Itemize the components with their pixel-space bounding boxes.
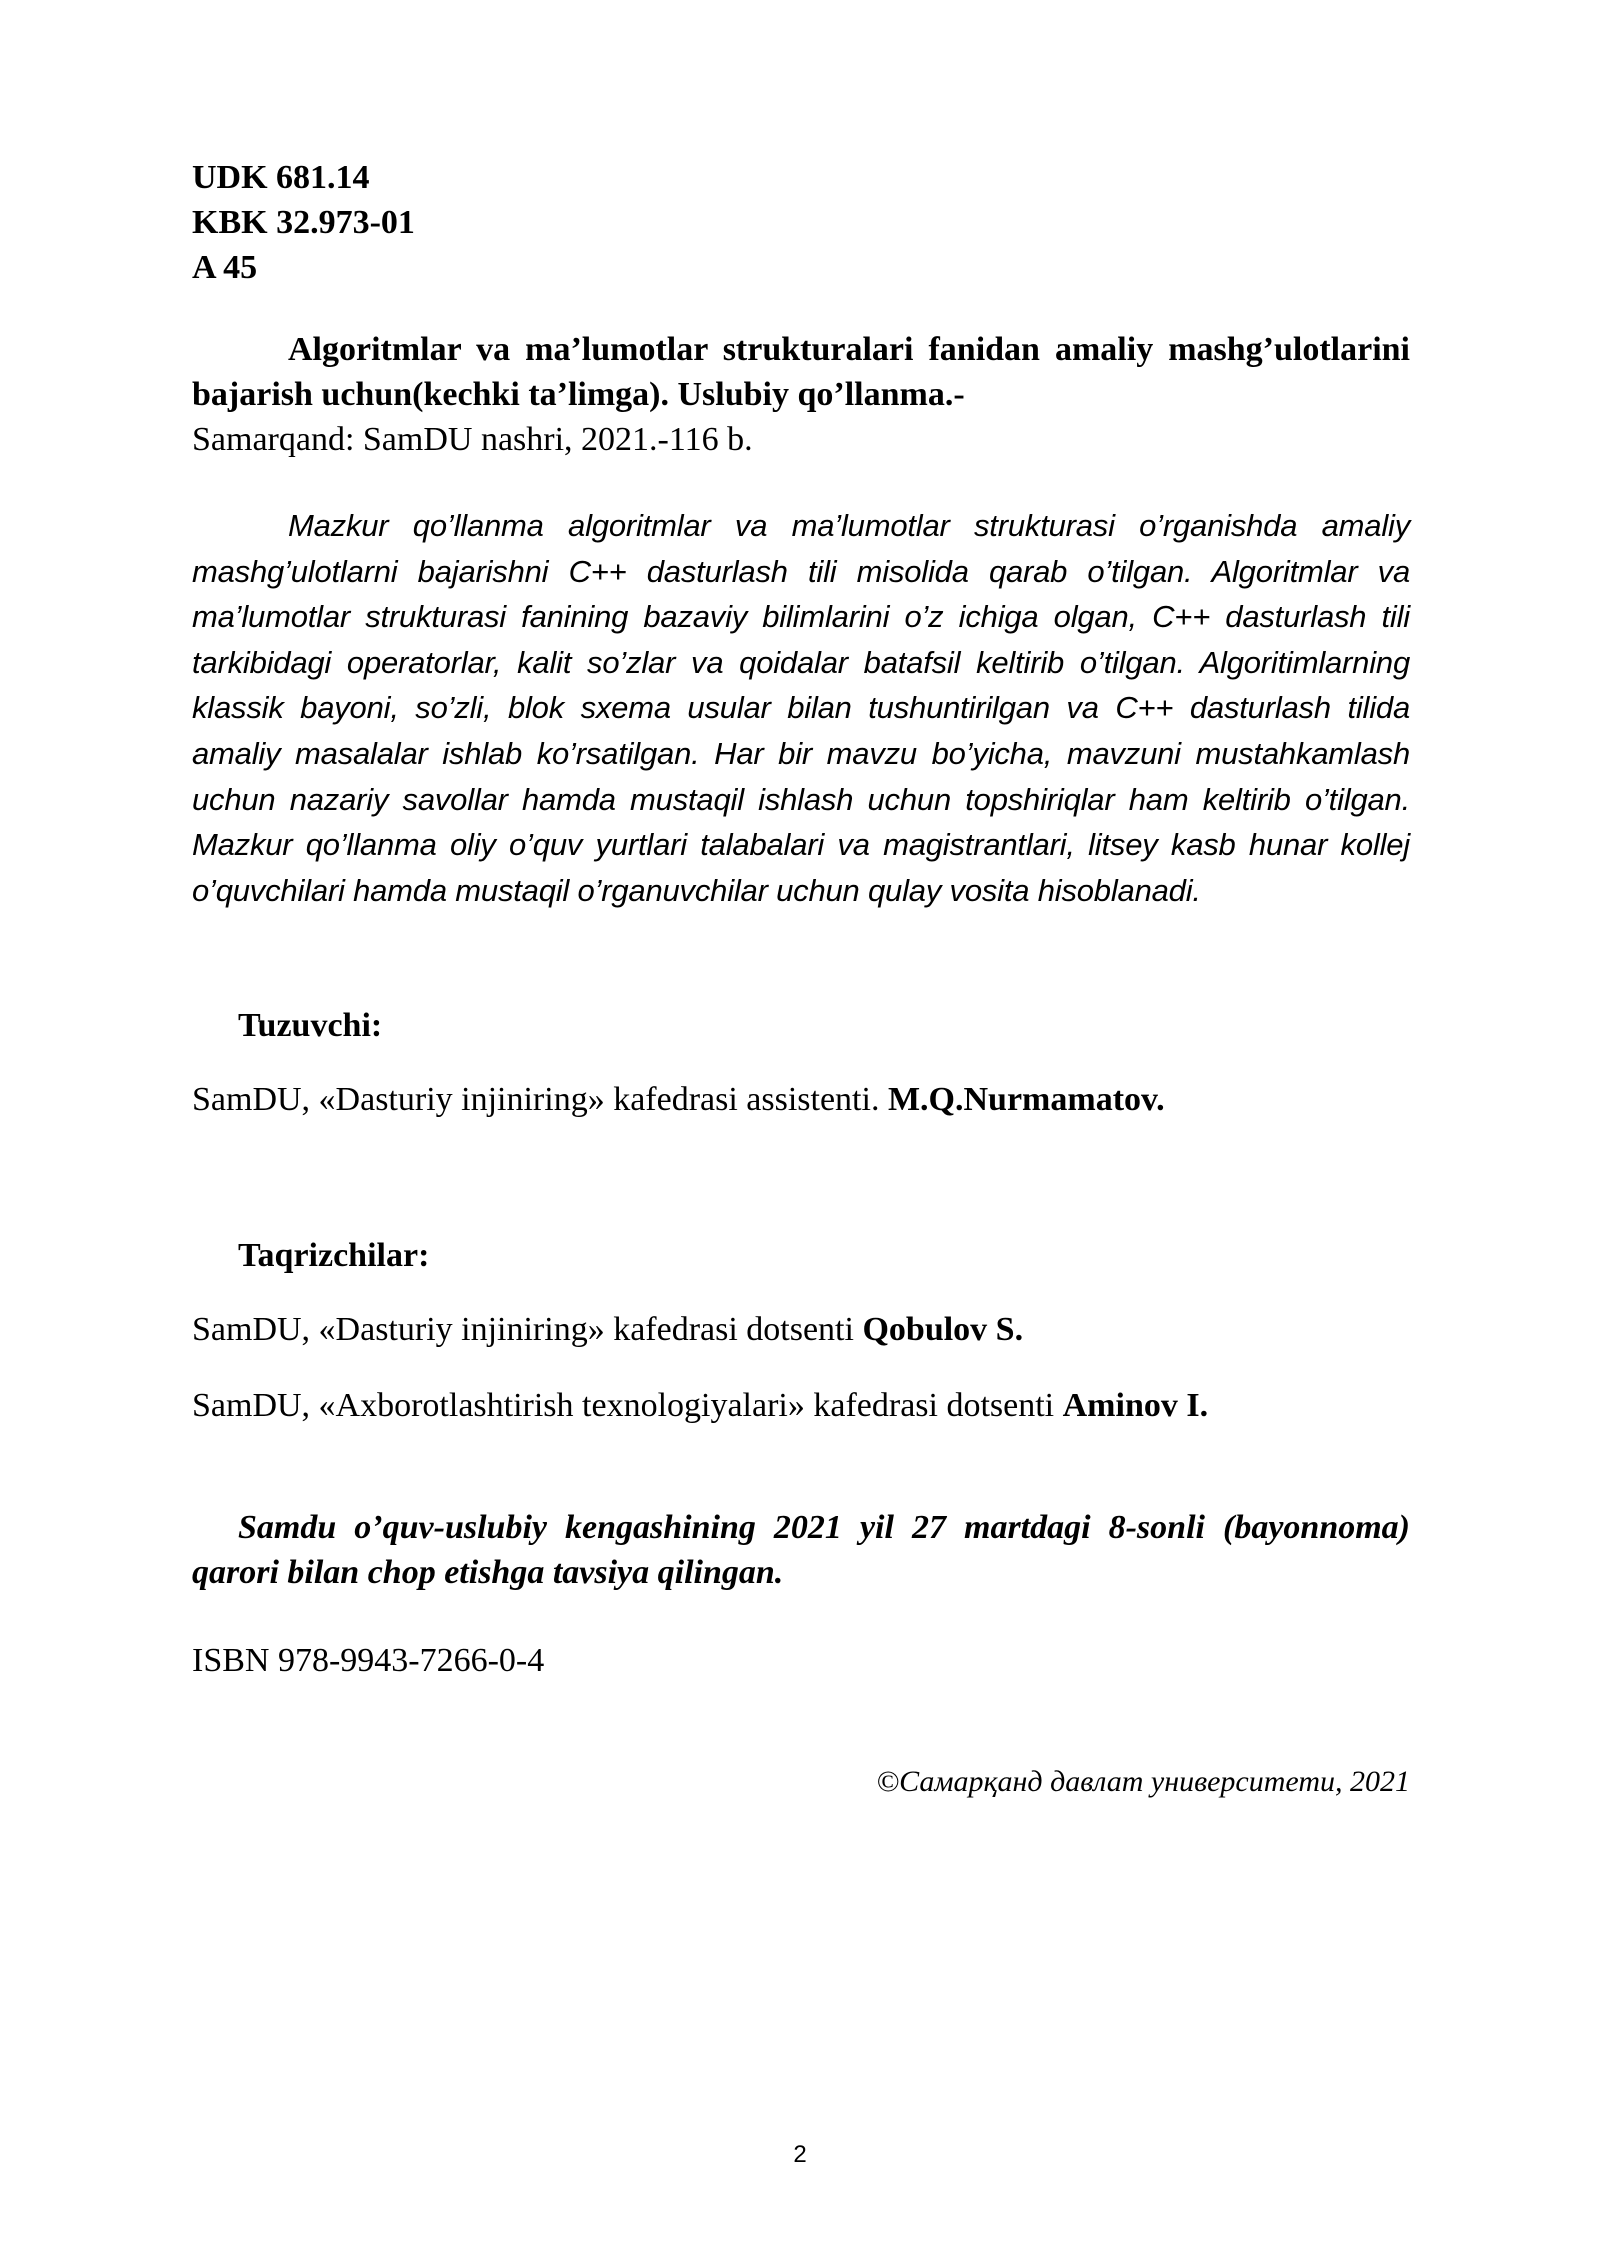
copyright-notice: ©Самарқанд давлат университети, 2021	[876, 1765, 1410, 1798]
reviewers-heading: Taqrizchilar:	[238, 1237, 430, 1274]
reviewer-affiliation: SamDU, «Axborotlashtirish texnologiyalari» kafedrasi dotsenti	[192, 1387, 1055, 1424]
reviewer-line	[192, 1307, 1410, 1352]
reviewer-name: Qobulov S.	[862, 1311, 1024, 1348]
approval-statement: Samdu o’quv-uslubiy kengashining 2021 yil 27 martdagi 8-sonli (bayonnoma) qarori bilan chop etishga tavsiya qilingan.	[192, 1509, 1410, 1591]
compiler-heading: Tuzuvchi:	[238, 1007, 383, 1044]
author-mark-code: A 45	[192, 249, 258, 286]
compiler-section	[192, 1003, 1410, 1048]
abstract-paragraph: Mazkur qo’llanma algoritmlar va ma’lumotlar strukturasi o’rganishda amaliy mashg’ulotlarni bajarishni C++ dasturlash tili misolida qarab o’tilgan. Algoritmlar va ma’lumotlar strukturasi fanining bazaviy bilimlarini o’z ichiga olgan, C++ dasturlash tili tarkibidagi operatorlar, kalit so’zlar va qoidalar batafsil keltirib o’tilgan. Algoritimlarning klassik bayoni, so’zli, blok sxema usular bilan tushuntirilgan va C++ dasturlash tilida amaliy masalalar ishlab ko’rsatilgan. Har bir mavzu bo’yicha, mavzuni mustahkamlash uchun nazariy savollar hamda mustaqil ishlash uchun topshiriqlar ham keltirib o’tilgan. Mazkur qo’llanma oliy o’quv yurtlari talabalari va magistrantlari, litsey kasb hunar kollej o’quvchilari hamda mustaqil o’rganuvchilar uchun qulay vosita hisoblanadi.	[192, 508, 1410, 908]
bibliographic-record	[192, 327, 1410, 462]
udk-code: UDK 681.14	[192, 159, 370, 196]
isbn: ISBN 978-9943-7266-0-4	[192, 1642, 545, 1679]
page-number: 2	[793, 2141, 807, 2168]
reviewers-section	[192, 1233, 1410, 1278]
compiler-line	[192, 1077, 1410, 1122]
book-title: Algoritmlar va ma’lumotlar strukturalari fanidan amaliy mashg’ulotlarini bajarish uchun(kechki ta’limga). Uslubiy qo’llanma.-	[192, 331, 1410, 413]
classification-codes	[192, 155, 1410, 290]
reviewer-affiliation: SamDU, «Dasturiy injiniring» kafedrasi dotsenti	[192, 1311, 854, 1348]
publication-info: Samarqand: SamDU nashri, 2021.-116 b.	[192, 421, 753, 458]
reviewer-line	[192, 1383, 1410, 1428]
reviewer-name: Aminov I.	[1062, 1387, 1209, 1424]
kbk-code: KBK 32.973-01	[192, 204, 415, 241]
compiler-affiliation: SamDU, «Dasturiy injiniring» kafedrasi assistenti.	[192, 1081, 880, 1118]
compiler-name: M.Q.Nurmamatov.	[887, 1081, 1165, 1118]
